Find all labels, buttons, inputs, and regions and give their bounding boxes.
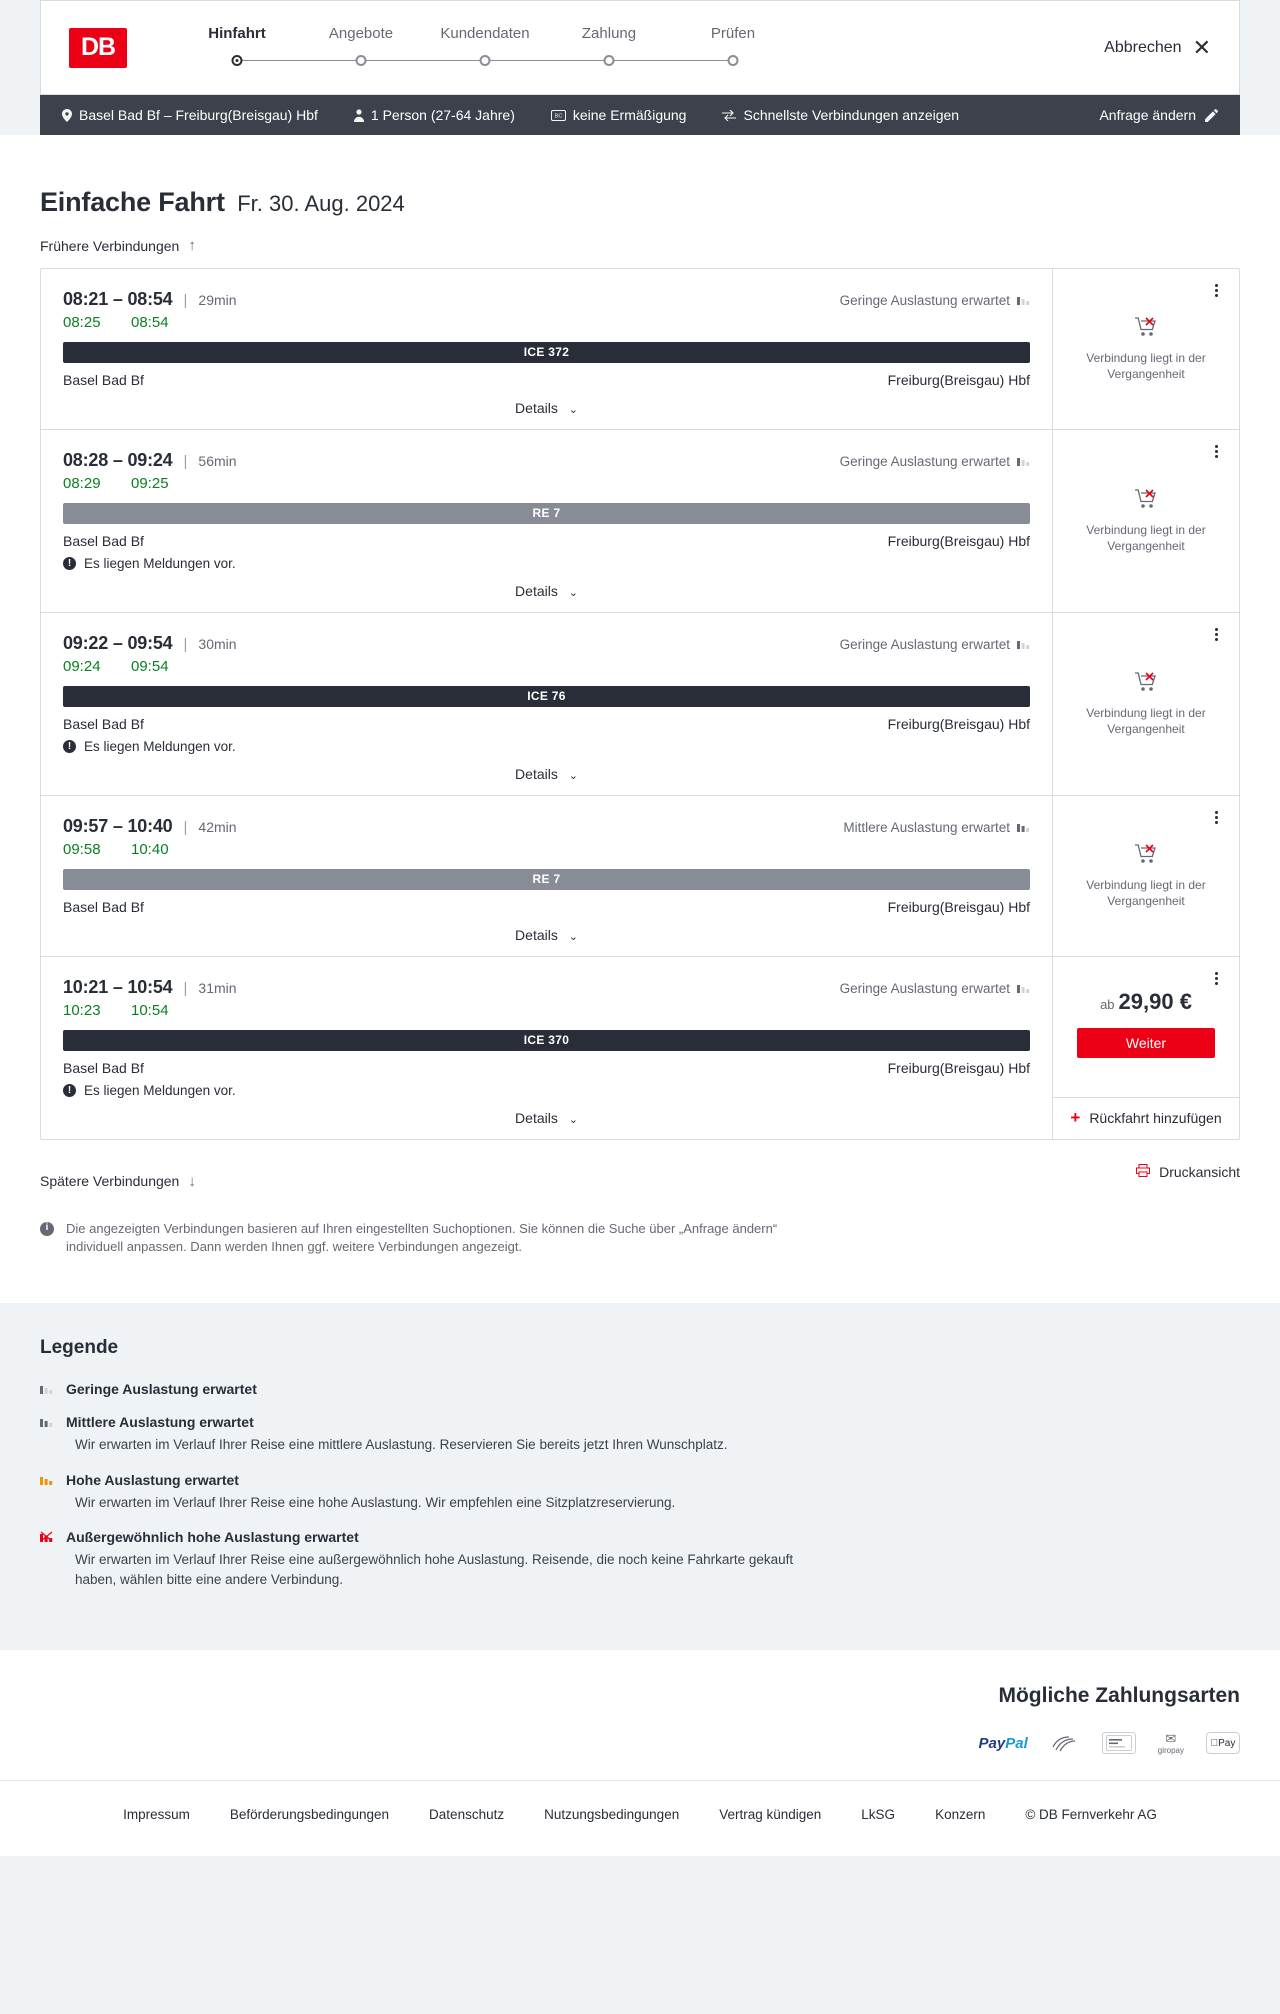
cancel-label: Abbrechen (1104, 38, 1182, 56)
separator: | (183, 291, 188, 309)
past-connection-notice (1053, 627, 1239, 795)
origin-station: Basel Bad Bf (63, 1059, 144, 1076)
route-summary (62, 107, 336, 123)
connection-row[interactable] (41, 613, 1239, 796)
creditcard-icon (1050, 1732, 1080, 1754)
search-summary-bar (40, 95, 1240, 135)
time-range: 09:57 – 10:40 (63, 815, 173, 836)
page-title: Einfache Fahrt (40, 187, 225, 217)
arrival-time: 08:54 (131, 313, 169, 331)
step-kundendaten[interactable] (423, 25, 547, 70)
bahncard-icon (551, 110, 566, 121)
info-icon: ! (63, 557, 76, 570)
arrow-down-icon: ↓ (188, 1172, 196, 1190)
past-connection-text: Verbindung liegt in der Vergangenheit (1086, 522, 1206, 553)
details-label: Details (515, 926, 558, 943)
duration: 29min (198, 291, 237, 308)
footer-link-nutzungsbedingungen[interactable]: Nutzungsbedingungen (544, 1807, 680, 1823)
connection-details (41, 957, 1052, 1139)
utilization-low-icon (40, 1381, 53, 1397)
edit-query-label: Anfrage ändern (1099, 107, 1196, 123)
train-badge: ICE 372 (63, 342, 1030, 363)
discount-text: keine Ermäßigung (572, 107, 687, 123)
utilization-label: Geringe Auslastung erwartet (839, 453, 1010, 469)
destination-station: Freiburg(Breisgau) Hbf (887, 715, 1030, 732)
arrival-time: 09:54 (131, 657, 169, 675)
info-icon: i (40, 1222, 54, 1236)
past-connection-text: Verbindung liegt in der Vergangenheit (1086, 350, 1206, 381)
arrow-up-icon: ↑ (188, 237, 196, 254)
utilization-low-icon (1017, 454, 1030, 469)
payment-logos (40, 1732, 1240, 1754)
step-marker (299, 52, 423, 70)
details-toggle[interactable] (63, 400, 1030, 416)
more-options-button[interactable] (1207, 809, 1225, 827)
time-range: 08:21 – 08:54 (63, 288, 173, 309)
step-angebote[interactable] (299, 25, 423, 70)
past-connection-notice (1053, 283, 1239, 429)
past-connection-text: Verbindung liegt in der Vergangenheit (1086, 705, 1206, 736)
close-icon: ✕ (1192, 34, 1211, 60)
step-hinfahrt[interactable] (175, 25, 299, 70)
time-range: 08:28 – 09:24 (63, 449, 173, 470)
add-return-trip-button[interactable] (1053, 1097, 1239, 1139)
direct-debit-icon (1102, 1732, 1136, 1754)
price-panel (1077, 971, 1215, 1087)
stations (63, 716, 1030, 732)
pencil-icon (1205, 109, 1218, 122)
utilization (840, 293, 1030, 308)
utilization-label: Geringe Auslastung erwartet (839, 292, 1010, 308)
actual-times (63, 841, 1030, 858)
legend-label: Hohe Auslastung erwartet (66, 1471, 239, 1488)
connection-row[interactable] (41, 430, 1239, 613)
details-toggle[interactable] (63, 927, 1030, 943)
stations (63, 372, 1030, 388)
connection-row[interactable] (41, 269, 1239, 430)
route-text: Basel Bad Bf – Freiburg(Breisgau) Hbf (79, 107, 318, 123)
printer-icon (1136, 1164, 1150, 1180)
info-icon: ! (63, 740, 76, 753)
connection-details (41, 430, 1052, 612)
print-view-button[interactable] (1136, 1164, 1240, 1180)
search-note (40, 1220, 830, 1304)
arrival-time: 09:25 (131, 474, 169, 492)
connection-header (63, 633, 1030, 654)
footer-links (40, 1807, 1240, 1822)
train-badge: ICE 76 (63, 686, 1030, 707)
time-range: 09:22 – 09:54 (63, 632, 173, 653)
connection-details (41, 796, 1052, 956)
duration: 56min (198, 452, 237, 469)
legend-item-high (40, 1472, 1240, 1513)
db-logo: DB (69, 28, 127, 68)
connection-row[interactable] (41, 796, 1239, 957)
legend-item-mid (40, 1414, 1240, 1455)
separator: | (183, 452, 188, 470)
connection-header (63, 816, 1030, 837)
applepay-icon: Pay (1206, 1732, 1240, 1754)
person-icon (354, 109, 364, 122)
legend-head (40, 1529, 1240, 1545)
past-connection-notice (1053, 444, 1239, 612)
separator: | (183, 979, 188, 997)
departure-time: 08:29 (63, 474, 101, 492)
step-label: Zahlung (581, 25, 637, 42)
footer-link-lksg[interactable]: LkSG (861, 1807, 896, 1823)
cancel-button[interactable] (1104, 34, 1211, 60)
step-marker (671, 52, 795, 70)
step-label: Hinfahrt (208, 25, 266, 42)
origin-station: Basel Bad Bf (63, 532, 144, 549)
origin-station: Basel Bad Bf (63, 898, 144, 915)
connection-action-panel (1052, 269, 1239, 429)
train-badge: ICE 370 (63, 1030, 1030, 1051)
duration: 31min (198, 979, 237, 996)
more-options-button[interactable] (1207, 626, 1225, 644)
chevron-down-icon: ⌄ (568, 769, 578, 782)
cart-disabled-icon (1135, 317, 1157, 342)
stations (63, 533, 1030, 549)
stations (63, 899, 1030, 915)
legend-description: Wir erwarten im Verlauf Ihrer Reise eine mittlere Auslastung. Reservieren Sie bereits jetzt Ihren Wunschplatz. (75, 1437, 728, 1453)
duration: 30min (198, 635, 237, 652)
legend-label: Mittlere Auslastung erwartet (66, 1414, 254, 1431)
departure-time: 10:23 (63, 1001, 101, 1019)
price-display (1100, 989, 1192, 1015)
connection-header (63, 450, 1030, 471)
travel-date: Fr. 30. Aug. 2024 (237, 191, 405, 216)
details-toggle[interactable] (63, 1110, 1030, 1126)
info-icon: ! (63, 1084, 76, 1097)
earlier-label: Frühere Verbindungen (40, 237, 180, 254)
connection-row[interactable] (41, 957, 1239, 1139)
step-zahlung[interactable] (547, 25, 671, 70)
past-connection-notice (1053, 810, 1239, 956)
main-region (0, 135, 1280, 1303)
legend-head (40, 1472, 1240, 1488)
footer-link-datenschutz[interactable]: Datenschutz (429, 1807, 505, 1823)
results-content (40, 135, 1240, 1303)
details-toggle[interactable] (63, 766, 1030, 782)
destination-station: Freiburg(Breisgau) Hbf (887, 371, 1030, 388)
legend-description: Wir erwarten im Verlauf Ihrer Reise eine hohe Auslastung. Wir empfehlen eine Sitzplatzreservierung. (75, 1494, 676, 1510)
step-label: Kundendaten (440, 25, 530, 42)
service-message[interactable] (63, 739, 1030, 754)
price-prefix: ab (1100, 996, 1115, 1012)
actual-times (63, 475, 1030, 492)
legend-head (40, 1414, 1240, 1430)
connection-action-panel (1052, 957, 1239, 1139)
giropay-icon: ✉ giropay (1157, 1730, 1184, 1755)
passengers-text: 1 Person (27-64 Jahre) (370, 107, 515, 123)
details-label: Details (515, 1109, 558, 1126)
footer-copyright: © DB Fernverkehr AG (1025, 1807, 1157, 1823)
service-message-label: Es liegen Meldungen vor. (84, 738, 236, 754)
actual-times (63, 658, 1030, 675)
connection-action-panel (1052, 430, 1239, 612)
svg-text:BC: BC (554, 113, 563, 120)
utilization-label: Geringe Auslastung erwartet (839, 636, 1010, 652)
connection-details (41, 613, 1052, 795)
origin-station: Basel Bad Bf (63, 715, 144, 732)
edit-query-button[interactable] (1099, 107, 1218, 123)
past-connection-text: Verbindung liegt in der Vergangenheit (1086, 877, 1206, 908)
step-label: Prüfen (710, 25, 756, 42)
details-label: Details (515, 582, 558, 599)
step-label: Angebote (328, 25, 394, 42)
connection-list (40, 268, 1240, 1140)
legend-title: Legende (40, 1337, 119, 1359)
utilization (840, 454, 1030, 469)
actual-times (63, 314, 1030, 331)
more-options-button[interactable] (1207, 282, 1225, 300)
service-message[interactable] (63, 556, 1030, 571)
location-pin-icon (62, 109, 72, 122)
destination-station: Freiburg(Breisgau) Hbf (887, 532, 1030, 549)
payment-methods-region (0, 1650, 1280, 1780)
destination-station: Freiburg(Breisgau) Hbf (887, 1059, 1030, 1076)
footer-region (0, 1780, 1280, 1856)
legend-label: Außergewöhnlich hohe Auslastung erwartet (66, 1529, 359, 1546)
arrival-time: 10:54 (131, 1001, 169, 1019)
search-note-text: Die angezeigten Verbindungen basieren auf Ihren eingestellten Suchoptionen. Sie können die Suche über „Anfrage ändern“ individuell anpassen. Dann werden Ihnen ggf. weitere Verbindungen angezeigt. (66, 1220, 778, 1255)
later-connections-button[interactable] (40, 1173, 196, 1190)
chevron-down-icon: ⌄ (568, 586, 578, 599)
connection-details (41, 269, 1052, 429)
paypal-icon: Pay Pal (978, 1734, 1028, 1752)
footer-link-impressum[interactable]: Impressum (123, 1807, 190, 1823)
add-return-label: Rückfahrt hinzufügen (1089, 1110, 1222, 1126)
querybar-region (0, 95, 1280, 135)
progress-steps (175, 25, 795, 70)
utilization (840, 981, 1030, 996)
utilization-very-high-icon (40, 1529, 53, 1545)
legend-label: Geringe Auslastung erwartet (66, 1381, 257, 1398)
more-options-button[interactable] (1207, 443, 1225, 461)
connection-header (63, 289, 1030, 310)
separator: | (183, 635, 188, 653)
option-text: Schnellste Verbindungen anzeigen (743, 107, 960, 123)
utilization-low-icon (1017, 293, 1030, 308)
details-label: Details (515, 399, 558, 416)
utilization-mid-icon (1017, 820, 1030, 835)
app-header (40, 0, 1240, 95)
departure-time: 09:58 (63, 840, 101, 858)
price-value: 29,90 € (1118, 988, 1192, 1014)
cart-disabled-icon (1135, 489, 1157, 514)
list-footer-row (40, 1154, 1240, 1190)
separator: | (183, 818, 188, 836)
origin-station: Basel Bad Bf (63, 371, 144, 388)
footer-link-befoerderungsbedingungen[interactable]: Beförderungsbedingungen (229, 1807, 390, 1823)
arrival-time: 10:40 (131, 840, 169, 858)
footer-link-konzern[interactable]: Konzern (935, 1807, 986, 1823)
train-badge: RE 7 (63, 503, 1030, 524)
utilization-high-icon (40, 1472, 53, 1488)
print-view-label: Druckansicht (1159, 1163, 1240, 1180)
passengers-summary (336, 107, 533, 123)
step-marker (423, 52, 547, 70)
plus-icon: + (1070, 1108, 1081, 1127)
page-title-row (40, 187, 1240, 218)
utilization-label: Geringe Auslastung erwartet (839, 980, 1010, 996)
chevron-down-icon: ⌄ (568, 1113, 578, 1126)
discount-summary (533, 107, 705, 123)
departure-time: 08:25 (63, 313, 101, 331)
chevron-down-icon: ⌄ (568, 930, 578, 943)
details-toggle[interactable] (63, 583, 1030, 599)
step-marker (175, 52, 299, 70)
step-pruefen[interactable] (671, 25, 795, 70)
earlier-connections-button[interactable] (40, 237, 196, 254)
service-message-label: Es liegen Meldungen vor. (84, 555, 236, 571)
utilization (840, 637, 1030, 652)
connection-action-panel (1052, 796, 1239, 956)
details-label: Details (515, 765, 558, 782)
legend-region (0, 1303, 1280, 1650)
footer-link-vertrag-kuendigen[interactable]: Vertrag kündigen (719, 1807, 822, 1823)
option-summary (704, 107, 977, 123)
utilization (843, 820, 1030, 835)
utilization-label: Mittlere Auslastung erwartet (843, 819, 1010, 835)
utilization-low-icon (1017, 981, 1030, 996)
connection-action-panel (1052, 613, 1239, 795)
time-range: 10:21 – 10:54 (63, 976, 173, 997)
service-message[interactable] (63, 1083, 1030, 1098)
utilization-low-icon (1017, 637, 1030, 652)
departure-time: 09:24 (63, 657, 101, 675)
header-region (0, 0, 1280, 95)
destination-station: Freiburg(Breisgau) Hbf (887, 898, 1030, 915)
chevron-down-icon: ⌄ (568, 403, 578, 416)
duration: 42min (198, 818, 237, 835)
payment-title: Mögliche Zahlungsarten (998, 1684, 1240, 1708)
train-badge: RE 7 (63, 869, 1030, 890)
legend-description: Wir erwarten im Verlauf Ihrer Reise eine außergewöhnlich hohe Auslastung. Reisende, die noch keine Fahrkarte gekauft haben, wählen bitte eine andere Verbindung. (75, 1552, 794, 1587)
step-marker (547, 52, 671, 70)
continue-button[interactable]: Weiter (1077, 1028, 1215, 1058)
connection-header (63, 977, 1030, 998)
legend-item-very-high (40, 1529, 1240, 1589)
actual-times (63, 1002, 1030, 1019)
cart-disabled-icon (1135, 672, 1157, 697)
more-options-button[interactable] (1207, 970, 1225, 988)
legend-item-low (40, 1381, 1240, 1397)
swap-arrows-icon (722, 110, 736, 121)
service-message-label: Es liegen Meldungen vor. (84, 1082, 236, 1098)
stations (63, 1060, 1030, 1076)
utilization-mid-icon (40, 1414, 53, 1430)
cart-disabled-icon (1135, 844, 1157, 869)
later-label: Spätere Verbindungen (40, 1173, 180, 1189)
legend-head (40, 1381, 1240, 1397)
